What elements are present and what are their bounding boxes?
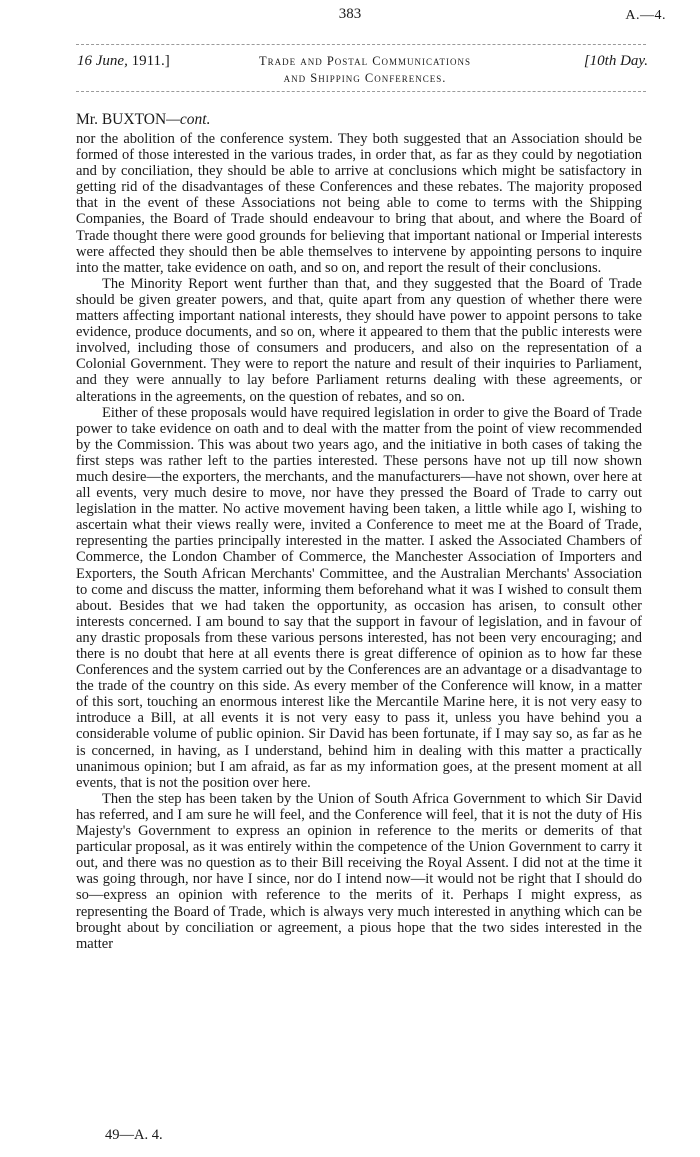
footer-signature: 49—A. 4. — [105, 1127, 163, 1143]
header-rule-top — [76, 44, 646, 45]
header-date-year: 1911.] — [127, 53, 170, 69]
header-title-line-1: Trade and Postal Communications — [258, 54, 472, 68]
body-text — [76, 109, 642, 952]
document-reference: A.—4. — [625, 8, 666, 23]
speaker-name: Mr. BUXTON — [76, 111, 167, 128]
paragraph-1: nor the abolition of the conference system. They both suggested that an Association should be formed of those interested in the various trades, in order that, as far as they could by negotiation and by conciliation, they should be able to arrive at conclusions which might be satisfactory in getting rid of the disadvantages of these Conferences and these rebates. The majority proposed that in the event of these Associations not being able to come to terms with the Shipping Companies, the Board of Trade should endeavour to bring that about, and where the Board of Trade thought there were good grounds for believing that important national or Imperial interests were affected they should then be able themselves to intervene by appointing persons to inquire into the matter, take evidence on oath, and so on, and report the result of their conclusions. — [76, 131, 642, 276]
paragraph-4: Then the step has been taken by the Union of South Africa Government to which Sir David has referred, and I am sure he will feel, and the Conference will feel, that it is not the duty of His Majesty's Government to express an opinion in reference to the merits or demerits of that particular proposal, as it was entirely within the competence of the Union Government to carry it out, and there was no question as to their Bill receiving the Royal Assent. I did not at the time it was going through, nor have I since, nor do I intend now—it would not be right that I should do so—express an opinion with reference to the merits of it. Perhaps I might express, as representing the Board of Trade, which is always very much interested in anything which can be brought about by conciliation or agreement, a pious hope that the two sides interested in the matter — [76, 790, 642, 952]
paragraph-3: Either of these proposals would have required legislation in order to give the Board of Trade power to take evidence on oath and to deal with the matter from the point of view recommended by the Commission. This was about two years ago, and the initiative in both cases of taking the first steps was rather left to the parties interested. These persons have not up till now shown much desire—the exporters, the merchants, and the manufacturers—have not shown, over here at all events, very much desire to move, nor have they pressed the Board of Trade to carry out legislation in the matter. No active movement having been taken, a little while ago I, wishing to ascertain what their views really were, invited a Conference to meet me at the Board of Trade, representing the parties principally interested in the matter. I asked the Associated Chambers of Commerce, the London Chamber of Commerce, the Manchester Association of Importers and Exporters, the South African Merchants' Committee, and the Australian Merchants' Association to come and discuss the matter, informing them beforehand what it was I wished to consult them about. Besides that we had taken the opportunity, as occasion has arisen, to consult other interests concerned. I am bound to say that the support in favour of legislation, and in favour of any drastic proposals from these various persons interested, has not been very encouraging; and there is no doubt that here at all events there is great difference of opinion as to how far these Conferences and the system carried out by the Conferences are an advantage or a disadvantage to the trade of the country on this side. As every member of the Conference will know, in a matter of this sort, touching an enormous interest like the Mercantile Marine here, it is not very easy to introduce a Bill, at all events it is not very easy to pass it, unless you have behind you a considerable volume of public opinion. Sir David has been fortunate, if I may say so, as far as he is concerned, in having, as I understand, behind him in dealing with this matter a practically unanimous opinion; but I am afraid, as far as my information goes, at the present moment at all events, that is not the position over here. — [76, 404, 642, 791]
header-day: [10th Day. — [583, 53, 648, 69]
speaker-heading — [76, 109, 642, 130]
header-title-line-2: and Shipping Conferences. — [283, 71, 447, 85]
header-date-day-month: 16 June, — [77, 53, 128, 69]
speaker-continued: —cont. — [166, 111, 211, 128]
page-number: 383 — [338, 6, 362, 22]
paragraph-2: The Minority Report went further than that, and they suggested that the Board of Trade should be given greater powers, and that, quite apart from any question of whether there were matters affecting important national interests, they should have power to appoint persons to take evidence, produce documents, and so on, where it appeared to them that the public interests were involved, including those of consumers and producers, and also on the representation of a Colonial Government. They were to report the nature and result of their inquiries to Parliament, and they were annually to lay before Parliament returns dealing with these agreements, or alterations in the agreements, on the question of rebates, and so on. — [76, 275, 642, 405]
header-rule-bottom — [76, 91, 646, 92]
header-title — [220, 53, 510, 87]
header-date — [77, 53, 170, 70]
